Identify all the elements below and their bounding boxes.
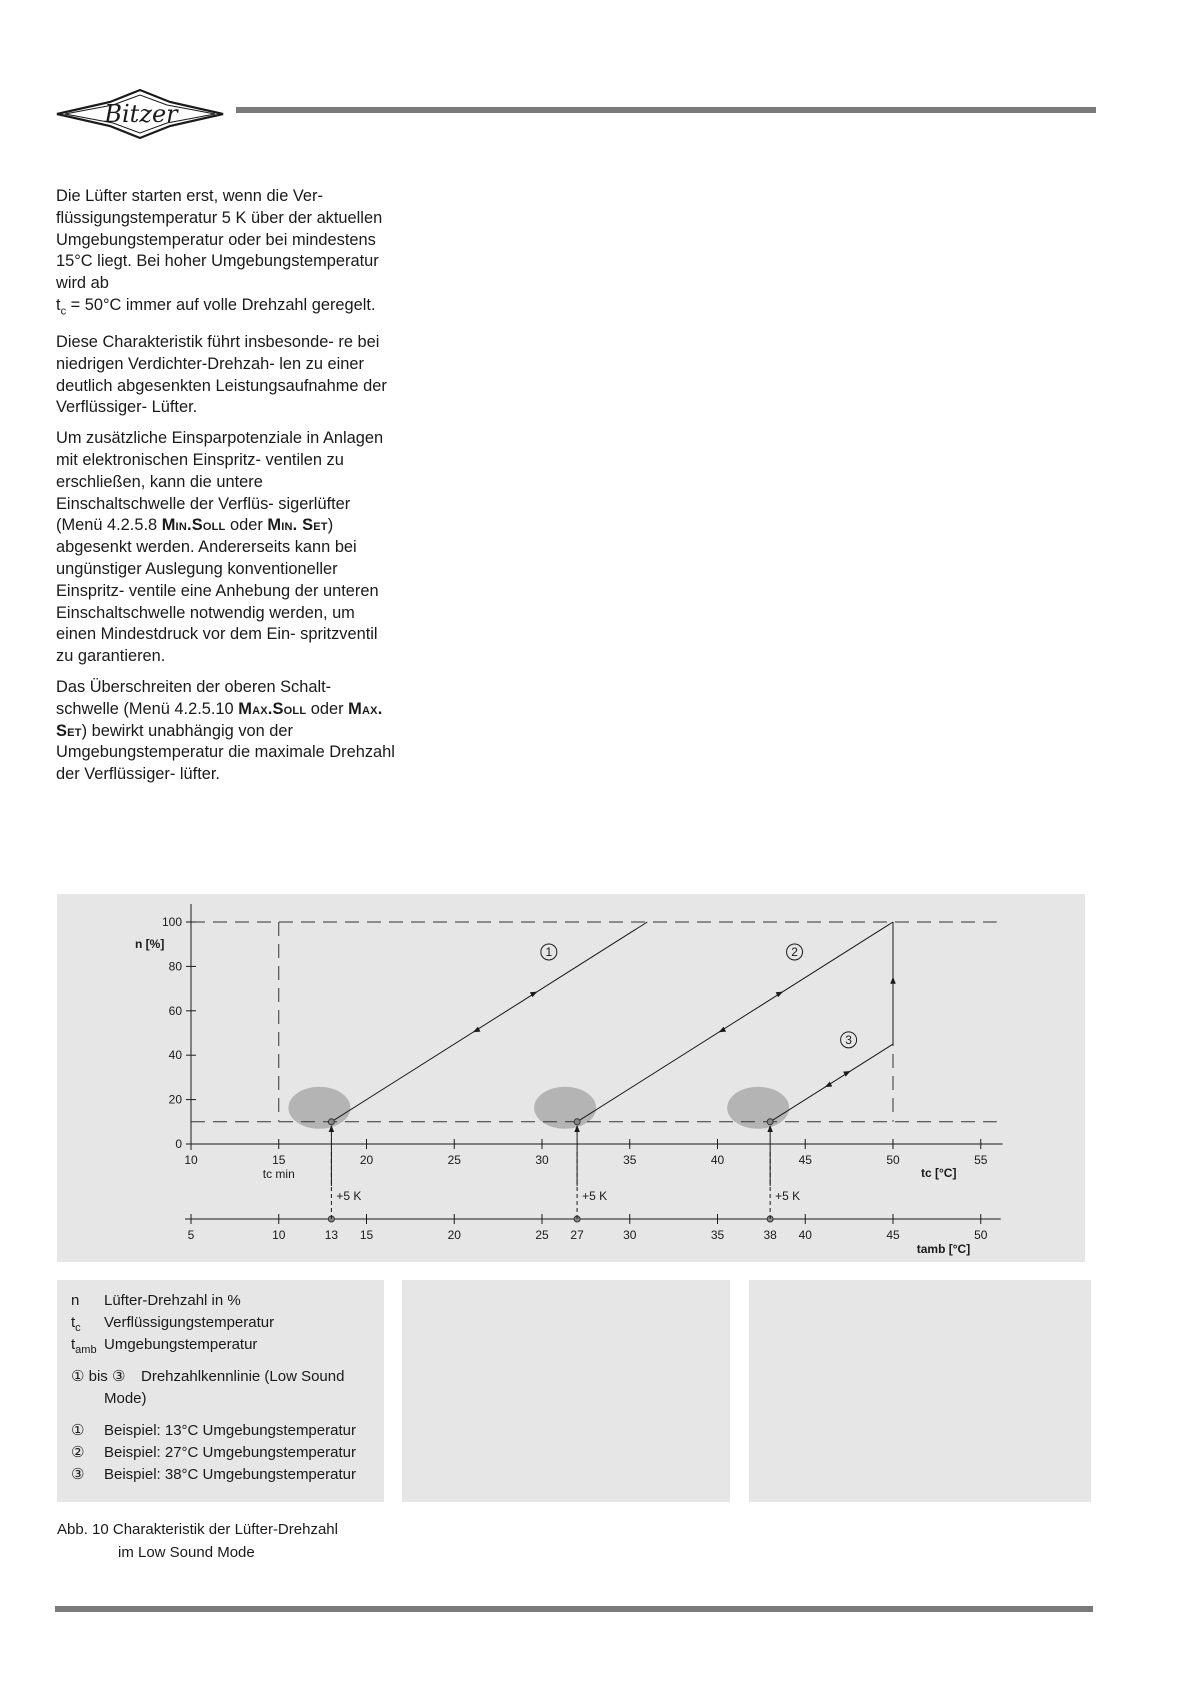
x-tick-label-15: 15: [272, 1153, 286, 1167]
svg-text:Bitzer: Bitzer: [104, 100, 178, 128]
series-start-1: [328, 1119, 334, 1125]
x2-tick-label-40: 40: [798, 1228, 812, 1242]
series-arrow-back-2: [719, 1031, 721, 1032]
offset-label-2: +5 K: [582, 1189, 608, 1203]
series-line-1: [331, 922, 647, 1122]
x-tick-label-45: 45: [798, 1153, 812, 1167]
paragraph-2: Diese Charakteristik führt insbesonde- re bei niedrigen Verdichter-Drehzah- len zu einer deutlich abgesenkten Leistungsaufnahme der Verflüssiger- Lüfter.: [56, 333, 387, 417]
y-tick-label-100: 100: [161, 915, 182, 929]
x2-marked-label-13: 13: [324, 1228, 339, 1242]
paragraph-3: Um zusätzliche Einsparpotenziale in Anlagen mit elektronischen Einspritz- ventilen zu erschließen, kann die untere Einschaltschwelle der Verflüs- sigerlüfter (Menü 4.2.5.8 Min.Soll oder Min. Set) abgesenkt werden. Andererseits kann bei ungünstiger Auslegung konventioneller Einspritz- ventile eine Anhebung der unteren Einschaltschwelle notwendig werden, um einen Mindestdruck vor dem Ein- spritzventil zu garantieren.: [56, 429, 384, 666]
x2-tick-label-5: 5: [187, 1228, 195, 1242]
y-tick-label-0: 0: [175, 1137, 182, 1151]
series-arrow-fwd-2: [780, 992, 782, 993]
y-axis-label: n [%]: [135, 937, 165, 951]
empty-panel-2: [749, 1280, 1091, 1502]
legend-box: [57, 1280, 384, 1502]
bitzer-logo: [55, 88, 225, 140]
x2-tick-label-35: 35: [710, 1228, 725, 1242]
y-tick-label-40: 40: [168, 1048, 182, 1063]
caption-line-2: im Low Sound Mode: [118, 1544, 255, 1561]
x-tick-label-40: 40: [710, 1153, 725, 1167]
series-badge-label-1: 1: [545, 944, 553, 959]
series-arrow-back-1: [474, 1031, 476, 1032]
legend-range: ① bis ③ Drehzahlkennlinie (Low Sound: [71, 1368, 345, 1385]
caption-line-1: Abb. 10 Charakteristik der Lüfter-Drehzahl: [57, 1521, 338, 1538]
series-start-3: [767, 1119, 773, 1125]
figure-caption: [57, 1518, 338, 1564]
series-start-2: [574, 1119, 580, 1125]
offset-label-1: +5 K: [336, 1189, 362, 1203]
legend-tc: $t_c$ Verflüssigungstemperatur: [71, 1314, 275, 1334]
x2-marked-label-27: 27: [570, 1228, 584, 1242]
x-tick-label-20: 20: [359, 1153, 374, 1167]
x-tick-label-25: 25: [447, 1153, 461, 1167]
x-axis-label: tc [°C]: [921, 1166, 957, 1180]
series-badge-label-2: 2: [791, 944, 798, 959]
x-tick-label-55: 55: [974, 1153, 988, 1167]
fan-speed-chart: [57, 894, 1085, 1262]
y-tick-label-80: 80: [168, 959, 182, 974]
legend-example-3: ③ Beispiel: 38°C Umgebungstemperatur: [71, 1466, 356, 1483]
empty-panel-1: [402, 1280, 730, 1502]
legend-tamb: $t_{amb}$ Umgebungstemperatur: [71, 1336, 258, 1356]
legend-example-2: ② Beispiel: 27°C Umgebungstemperatur: [71, 1444, 356, 1461]
footer-rule: [55, 1606, 1093, 1612]
legend-range-cont: Mode): [104, 1390, 147, 1407]
x-tick-label-30: 30: [535, 1153, 549, 1167]
x2-tick-label-30: 30: [623, 1228, 637, 1242]
y-tick-label-60: 60: [168, 1003, 182, 1018]
legend-n: n Lüfter-Drehzahl in %: [71, 1292, 241, 1309]
x2-tick-label-15: 15: [359, 1228, 374, 1242]
series-line-3: [770, 1044, 893, 1122]
series-line-2: [577, 922, 893, 1122]
x2-tick-label-45: 45: [886, 1228, 900, 1242]
x2-tick-label-10: 10: [272, 1228, 286, 1242]
x2-tick-label-20: 20: [447, 1228, 461, 1242]
body-text: [56, 186, 396, 795]
x-tick-label-35: 35: [623, 1153, 637, 1167]
start-highlight-1: [288, 1087, 350, 1129]
x2-marked-label-38: 38: [763, 1228, 777, 1242]
paragraph-4: Das Überschreiten der oberen Schalt- schwelle (Menü 4.2.5.10 Max.Soll oder Max. Set) bewirkt unabhängig von der Umgebungstemperatur die maximale Drehzahl der Verflüssiger- lüfter.: [56, 678, 395, 784]
offset-label-3: +5 K: [775, 1189, 801, 1203]
series-arrow-fwd-3: [848, 1071, 850, 1072]
series-badge-label-3: 3: [845, 1032, 852, 1047]
x-tick-label-10: 10: [184, 1153, 198, 1167]
header-rule: [236, 107, 1096, 113]
paragraph-1: Die Lüfter starten erst, wenn die Ver- flüssigungstemperatur 5 K über der aktuellen Umgebungstemperatur oder bei mindestens 15°C liegt. Bei hoher Umgebungstemperatur wird ab $t_c = 50^\circ C$ immer auf volle Drehzahl geregelt.: [56, 187, 383, 318]
start-highlight-3: [727, 1087, 789, 1129]
x2-tick-label-25: 25: [535, 1228, 549, 1242]
legend-example-1: ① Beispiel: 13°C Umgebungstemperatur: [71, 1422, 356, 1439]
start-highlight-2: [534, 1087, 596, 1129]
tc-min-label: tc min: [262, 1167, 295, 1181]
y-tick-label-20: 20: [168, 1092, 182, 1107]
x2-tick-label-50: 50: [974, 1228, 988, 1242]
series-arrow-fwd-1: [535, 992, 537, 993]
x2-axis-label: tamb [°C]: [916, 1242, 971, 1256]
chart-panel: [57, 894, 1085, 1262]
series-arrow-back-3: [825, 1086, 827, 1087]
x-tick-label-50: 50: [886, 1153, 900, 1167]
